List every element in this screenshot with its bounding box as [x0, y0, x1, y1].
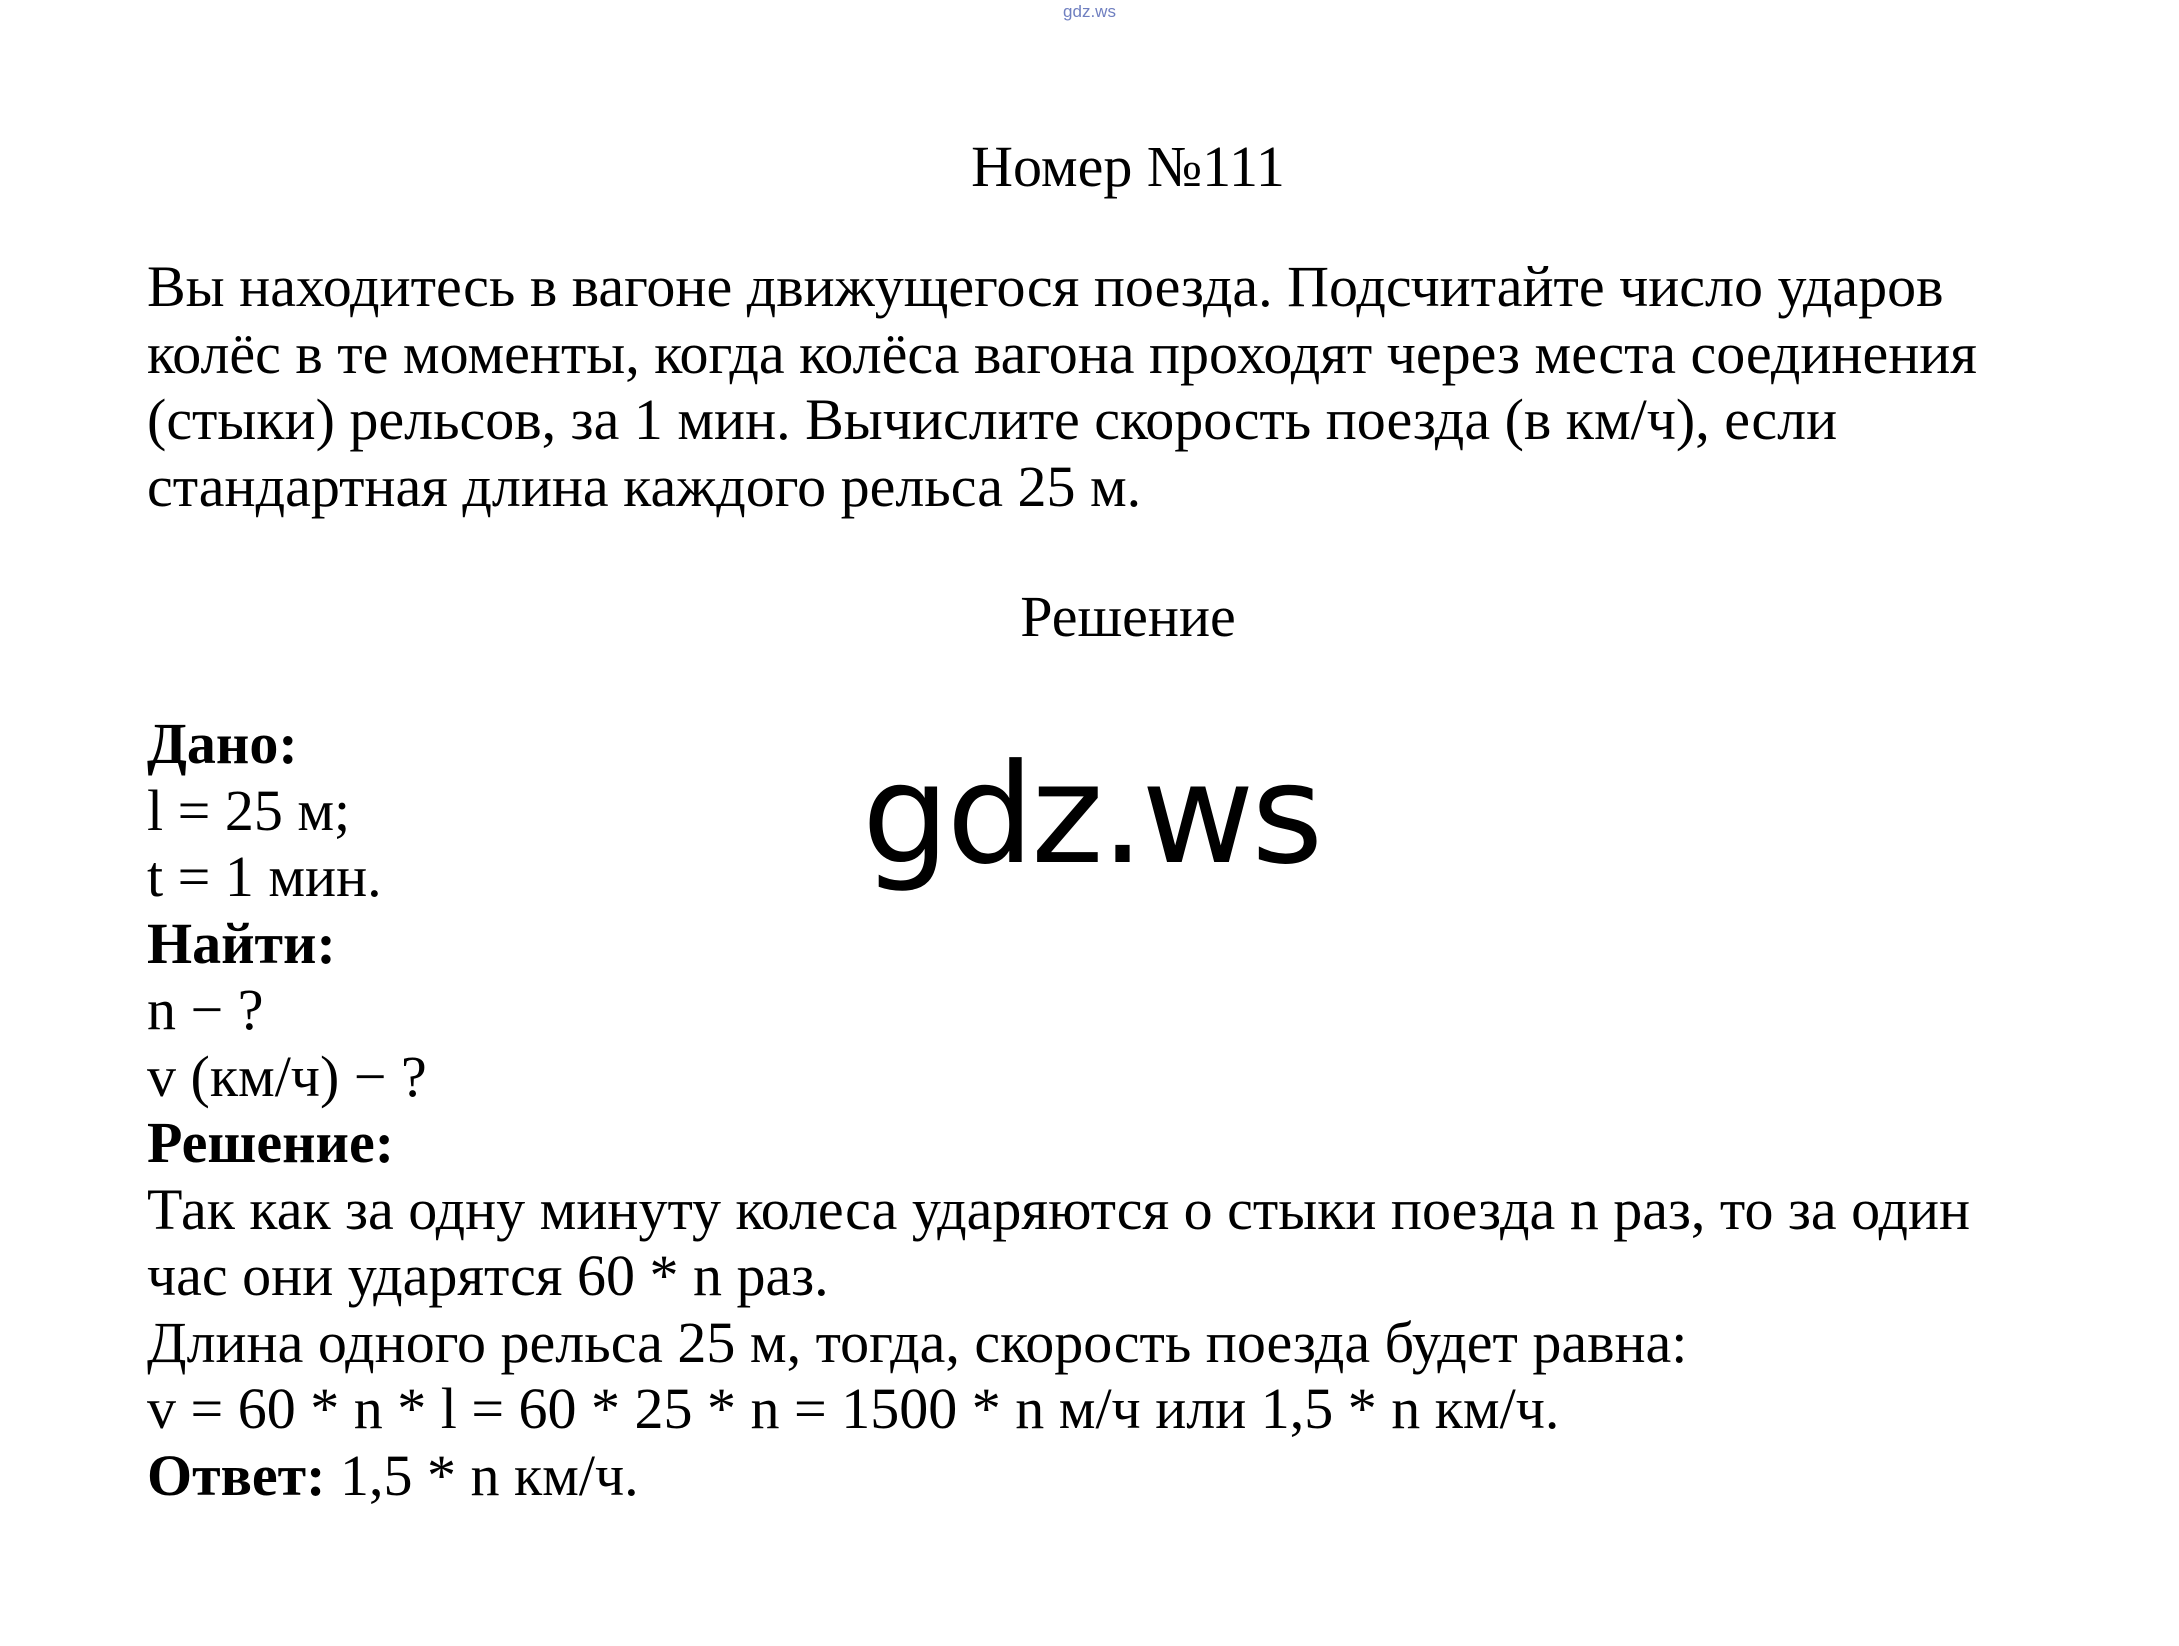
solution-line: Так как за одну минуту колеса ударяются о стыки поезда n раз, то за один [147, 1176, 1971, 1242]
answer-label: Ответ: [147, 1442, 326, 1508]
problem-line: (стыки) рельсов, за 1 мин. Вычислите скорость поезда (в км/ч), если [147, 387, 1838, 452]
given-item: t = 1 мин. [147, 844, 382, 909]
center-watermark: gdz.ws [862, 734, 1321, 895]
find-item: v (км/ч) − ? [147, 1043, 427, 1109]
top-watermark: gdz.ws [1063, 2, 1116, 21]
solution-line: час они ударятся 60 * n раз. [147, 1243, 829, 1308]
given-label: Дано: [147, 711, 298, 776]
given-item: l = 25 м; [147, 777, 351, 843]
find-item: n − ? [147, 977, 264, 1042]
problem-line: Вы находитесь в вагоне движущегося поезда. Подсчитайте число ударов [147, 254, 1944, 319]
problem-line: стандартная длина каждого рельса 25 м. [147, 453, 1142, 519]
problem-title: Номер №111 [971, 134, 1285, 199]
problem-statement [147, 254, 2067, 520]
problem-line: колёс в те моменты, когда колёса вагона проходят через места соединения [147, 320, 1977, 386]
answer-text: 1,5 * n км/ч. [325, 1442, 639, 1508]
find-label: Найти: [147, 910, 336, 976]
solution-heading: Решение [1020, 584, 1236, 649]
solution-line: Длина одного рельса 25 м, тогда, скорость поезда будет равна: [147, 1309, 1688, 1375]
answer-line [147, 1443, 2067, 1510]
solution-line: v = 60 * n * l = 60 * 25 * n = 1500 * n м/ч или 1,5 * n км/ч. [147, 1376, 1560, 1441]
solution-label: Решение: [147, 1110, 395, 1175]
